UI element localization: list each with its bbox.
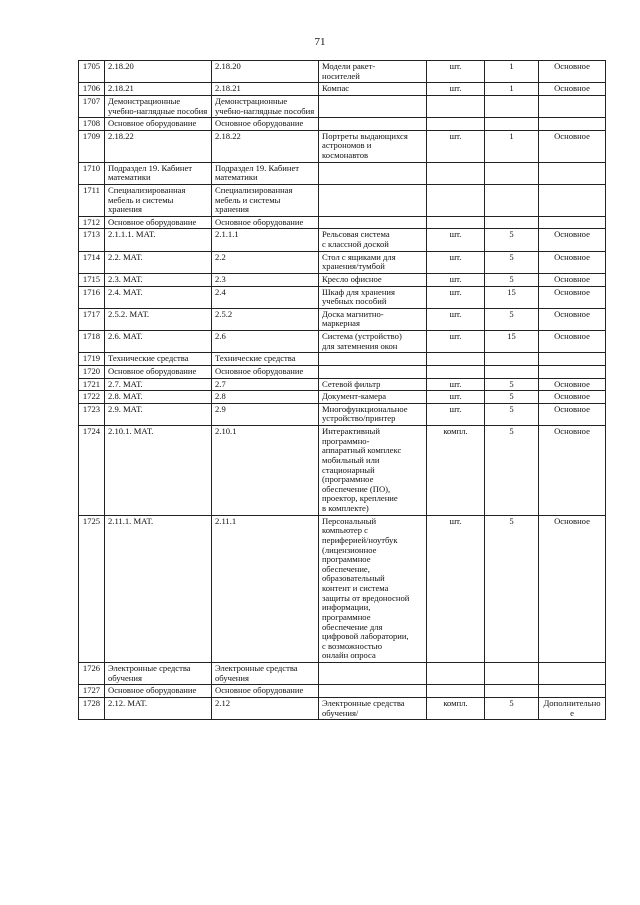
equipment-type-cell: Основное	[539, 331, 606, 353]
equipment-type-cell: Основное	[539, 403, 606, 425]
section-code-cell: Основное оборудование	[212, 118, 319, 131]
row-number-cell: 1713	[79, 229, 105, 251]
quantity-cell: 5	[485, 403, 539, 425]
unit-cell	[427, 216, 485, 229]
section-code-cell: 2.5.2	[212, 308, 319, 330]
row-number-cell: 1728	[79, 697, 105, 719]
equipment-type-cell: Основное	[539, 378, 606, 391]
quantity-cell: 5	[485, 229, 539, 251]
item-name-cell: Кресло офисное	[319, 273, 427, 286]
section-code-cell: 2.11.1	[212, 515, 319, 662]
item-name-cell	[319, 353, 427, 366]
quantity-cell: 1	[485, 83, 539, 96]
unit-cell: компл.	[427, 697, 485, 719]
item-code-cell: 2.7. МАТ.	[105, 378, 212, 391]
unit-cell	[427, 118, 485, 131]
quantity-cell	[485, 685, 539, 698]
unit-cell: шт.	[427, 331, 485, 353]
item-code-cell: 2.10.1. МАТ.	[105, 426, 212, 516]
section-code-cell: 2.6	[212, 331, 319, 353]
item-name-cell: Персональный компьютер с периферией/ноутбук (лицензионное программное обеспечение, образовательный контент и система защиты от вредоносной информации, программное обеспечение для цифровой лаборатории, с возможностью онлайн опроса	[319, 515, 427, 662]
section-code-cell: 2.2	[212, 251, 319, 273]
item-name-cell: Стол с ящиками для хранения/тумбой	[319, 251, 427, 273]
equipment-type-cell: Основное	[539, 251, 606, 273]
quantity-cell	[485, 365, 539, 378]
section-code-cell: 2.4	[212, 286, 319, 308]
item-name-cell	[319, 118, 427, 131]
equipment-type-cell	[539, 365, 606, 378]
row-number-cell: 1720	[79, 365, 105, 378]
table-row	[79, 251, 606, 273]
quantity-cell: 5	[485, 378, 539, 391]
item-code-cell: 2.9. МАТ.	[105, 403, 212, 425]
item-code-cell: 2.2. МАТ.	[105, 251, 212, 273]
table-row	[79, 663, 606, 685]
equipment-type-cell	[539, 184, 606, 216]
quantity-cell	[485, 184, 539, 216]
item-name-cell: Сетевой фильтр	[319, 378, 427, 391]
section-code-cell: 2.7	[212, 378, 319, 391]
quantity-cell	[485, 118, 539, 131]
row-number-cell: 1710	[79, 162, 105, 184]
equipment-type-cell: Основное	[539, 83, 606, 96]
row-number-cell: 1716	[79, 286, 105, 308]
section-code-cell: Подраздел 19. Кабинет математики	[212, 162, 319, 184]
table-row	[79, 391, 606, 404]
page-number: 71	[314, 36, 326, 48]
row-number-cell: 1712	[79, 216, 105, 229]
table-row	[79, 697, 606, 719]
quantity-cell	[485, 353, 539, 366]
row-number-cell: 1715	[79, 273, 105, 286]
unit-cell	[427, 95, 485, 117]
section-code-cell: Демонстрационные учебно-наглядные пособия	[212, 95, 319, 117]
table-row	[79, 83, 606, 96]
item-code-cell: Электронные средства обучения	[105, 663, 212, 685]
item-name-cell: Многофункциональное устройство/принтер	[319, 403, 427, 425]
item-code-cell: 2.12. МАТ.	[105, 697, 212, 719]
quantity-cell: 5	[485, 391, 539, 404]
item-code-cell: Основное оборудование	[105, 685, 212, 698]
quantity-cell: 5	[485, 251, 539, 273]
quantity-cell: 1	[485, 61, 539, 83]
table-row	[79, 685, 606, 698]
equipment-type-cell: Основное	[539, 426, 606, 516]
table-row	[79, 403, 606, 425]
item-name-cell: Система (устройство) для затемнения окон	[319, 331, 427, 353]
unit-cell	[427, 353, 485, 366]
equipment-type-cell: Основное	[539, 391, 606, 404]
item-code-cell: 2.6. МАТ.	[105, 331, 212, 353]
item-name-cell: Шкаф для хранения учебных пособий	[319, 286, 427, 308]
item-name-cell: Компас	[319, 83, 427, 96]
item-name-cell	[319, 663, 427, 685]
unit-cell: шт.	[427, 61, 485, 83]
unit-cell: шт.	[427, 130, 485, 162]
table-row	[79, 216, 606, 229]
row-number-cell: 1727	[79, 685, 105, 698]
table-row	[79, 184, 606, 216]
item-name-cell	[319, 685, 427, 698]
equipment-type-cell: Основное	[539, 515, 606, 662]
item-name-cell: Рельсовая система с классной доской	[319, 229, 427, 251]
row-number-cell: 1719	[79, 353, 105, 366]
quantity-cell	[485, 663, 539, 685]
quantity-cell: 5	[485, 697, 539, 719]
item-name-cell: Модели ракет- носителей	[319, 61, 427, 83]
unit-cell: шт.	[427, 403, 485, 425]
unit-cell: шт.	[427, 83, 485, 96]
item-code-cell: Основное оборудование	[105, 118, 212, 131]
section-code-cell: Основное оборудование	[212, 685, 319, 698]
quantity-cell	[485, 216, 539, 229]
item-code-cell: 2.18.22	[105, 130, 212, 162]
quantity-cell	[485, 162, 539, 184]
equipment-type-cell: Дополнительное	[539, 697, 606, 719]
unit-cell	[427, 685, 485, 698]
table-row	[79, 118, 606, 131]
equipment-type-cell: Основное	[539, 229, 606, 251]
item-code-cell: Специализированная мебель и системы хранения	[105, 184, 212, 216]
item-name-cell: Интерактивный программно- аппаратный комплекс мобильный или стационарный (программное обеспечение (ПО), проектор, крепление в комплекте)	[319, 426, 427, 516]
table-row	[79, 286, 606, 308]
row-number-cell: 1714	[79, 251, 105, 273]
unit-cell: шт.	[427, 273, 485, 286]
row-number-cell: 1711	[79, 184, 105, 216]
unit-cell: шт.	[427, 391, 485, 404]
table-row	[79, 162, 606, 184]
equipment-type-cell	[539, 663, 606, 685]
equipment-table	[78, 60, 606, 720]
quantity-cell: 1	[485, 130, 539, 162]
quantity-cell: 5	[485, 426, 539, 516]
equipment-type-cell	[539, 162, 606, 184]
item-code-cell: 2.4. МАТ.	[105, 286, 212, 308]
item-name-cell: Портреты выдающихся астрономов и космонавтов	[319, 130, 427, 162]
section-code-cell: Основное оборудование	[212, 365, 319, 378]
item-code-cell: Основное оборудование	[105, 216, 212, 229]
table-row	[79, 426, 606, 516]
equipment-type-cell	[539, 685, 606, 698]
quantity-cell: 15	[485, 286, 539, 308]
row-number-cell: 1709	[79, 130, 105, 162]
section-code-cell: 2.18.21	[212, 83, 319, 96]
table-row	[79, 353, 606, 366]
section-code-cell: 2.9	[212, 403, 319, 425]
item-code-cell: Технические средства	[105, 353, 212, 366]
item-name-cell	[319, 365, 427, 378]
item-code-cell: 2.18.20	[105, 61, 212, 83]
item-code-cell: 2.8. МАТ.	[105, 391, 212, 404]
item-code-cell: 2.5.2. МАТ.	[105, 308, 212, 330]
row-number-cell: 1718	[79, 331, 105, 353]
unit-cell: шт.	[427, 308, 485, 330]
item-code-cell: Демонстрационные учебно-наглядные пособия	[105, 95, 212, 117]
table-row	[79, 273, 606, 286]
section-code-cell: 2.1.1.1	[212, 229, 319, 251]
equipment-type-cell: Основное	[539, 273, 606, 286]
section-code-cell: Электронные средства обучения	[212, 663, 319, 685]
row-number-cell: 1705	[79, 61, 105, 83]
quantity-cell: 5	[485, 308, 539, 330]
equipment-type-cell	[539, 216, 606, 229]
table-row	[79, 331, 606, 353]
section-code-cell: 2.8	[212, 391, 319, 404]
row-number-cell: 1706	[79, 83, 105, 96]
unit-cell	[427, 162, 485, 184]
unit-cell: шт.	[427, 251, 485, 273]
item-name-cell: Электронные средства обучения/	[319, 697, 427, 719]
table-row	[79, 130, 606, 162]
row-number-cell: 1717	[79, 308, 105, 330]
quantity-cell: 5	[485, 515, 539, 662]
table-row	[79, 515, 606, 662]
equipment-type-cell: Основное	[539, 61, 606, 83]
item-name-cell	[319, 95, 427, 117]
section-code-cell: 2.12	[212, 697, 319, 719]
equipment-type-cell: Основное	[539, 130, 606, 162]
table-row	[79, 229, 606, 251]
item-name-cell	[319, 216, 427, 229]
quantity-cell: 15	[485, 331, 539, 353]
item-code-cell: Основное оборудование	[105, 365, 212, 378]
row-number-cell: 1721	[79, 378, 105, 391]
equipment-type-cell	[539, 353, 606, 366]
row-number-cell: 1726	[79, 663, 105, 685]
item-name-cell: Документ-камера	[319, 391, 427, 404]
section-code-cell: Технические средства	[212, 353, 319, 366]
item-name-cell: Доска магнитно- маркерная	[319, 308, 427, 330]
unit-cell	[427, 184, 485, 216]
row-number-cell: 1722	[79, 391, 105, 404]
row-number-cell: 1725	[79, 515, 105, 662]
row-number-cell: 1708	[79, 118, 105, 131]
item-code-cell: 2.11.1. МАТ.	[105, 515, 212, 662]
table-row	[79, 95, 606, 117]
section-code-cell: 2.18.20	[212, 61, 319, 83]
quantity-cell: 5	[485, 273, 539, 286]
unit-cell: шт.	[427, 286, 485, 308]
section-code-cell: Основное оборудование	[212, 216, 319, 229]
item-code-cell: 2.3. МАТ.	[105, 273, 212, 286]
table-row	[79, 378, 606, 391]
section-code-cell: 2.10.1	[212, 426, 319, 516]
unit-cell	[427, 365, 485, 378]
equipment-type-cell: Основное	[539, 308, 606, 330]
unit-cell	[427, 663, 485, 685]
table-row	[79, 61, 606, 83]
item-code-cell: Подраздел 19. Кабинет математики	[105, 162, 212, 184]
table-row	[79, 365, 606, 378]
quantity-cell	[485, 95, 539, 117]
item-code-cell: 2.18.21	[105, 83, 212, 96]
unit-cell: компл.	[427, 426, 485, 516]
section-code-cell: 2.3	[212, 273, 319, 286]
item-name-cell	[319, 184, 427, 216]
equipment-type-cell: Основное	[539, 286, 606, 308]
unit-cell: шт.	[427, 229, 485, 251]
table-row	[79, 308, 606, 330]
section-code-cell: 2.18.22	[212, 130, 319, 162]
equipment-type-cell	[539, 118, 606, 131]
section-code-cell: Специализированная мебель и системы хранения	[212, 184, 319, 216]
equipment-type-cell	[539, 95, 606, 117]
row-number-cell: 1724	[79, 426, 105, 516]
row-number-cell: 1707	[79, 95, 105, 117]
row-number-cell: 1723	[79, 403, 105, 425]
unit-cell: шт.	[427, 378, 485, 391]
item-code-cell: 2.1.1.1. МАТ.	[105, 229, 212, 251]
item-name-cell	[319, 162, 427, 184]
unit-cell: шт.	[427, 515, 485, 662]
